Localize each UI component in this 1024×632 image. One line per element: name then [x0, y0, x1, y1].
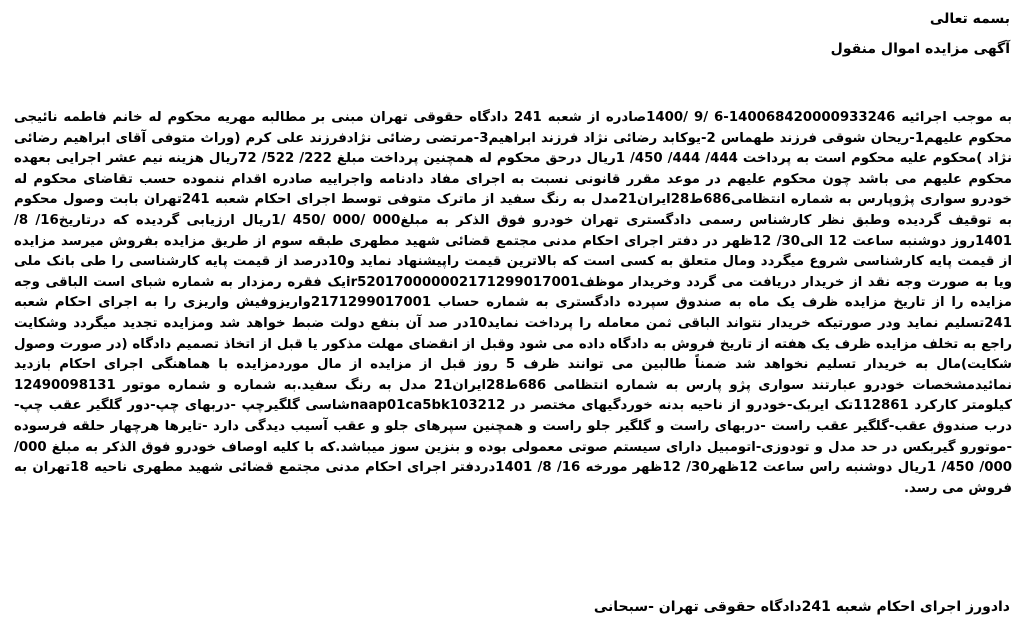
bismillah-heading: بسمه تعالی	[929, 11, 1010, 27]
notice-body: به موجب اجرائیه 140068420000933246-6 /9 /1400صادره از شعبه 241 دادگاه حقوقی تهران مبنی بر مطالبه مهریه محکوم له خانم فاطمه نائیجی محکوم علیهم1-ریحان شوقی فرزند طهماس 2-یوکابد رضائی نژاد فرزند ابراهیم3-مرتضی رضائی نژادفرزند علی کرم (وراث متوفی آقای ابراهیم رضائی نژاد )محکوم علیه محکوم است به پرداخت 444/ 444/ 450/ 1ریال درحق محکوم له همچنین پرداخت مبلغ 222/ 522/ 72ریال هزینه نیم عشر اجرایی بعهده محکوم علیهم می باشد چون محکوم علیهم در موعد مقرر قانونی نسبت به اجرای مفاد دادنامه واجراییه صادره اقدام ننموده حسب تقاضای محکوم له خودرو سواری پژوپارس به شماره انتظامی686ط28ایران21مدل به رنگ سفید از ماترک متوفی توسط اجرای احکام شعبه 241تهران بابت وصول محکوم به توقیف گردیده وطبق نظر کارشناس رسمی دادگستری تهران خودرو فوق الذکر به مبلغ000 /000 /450 /1ریال ارزیابی گردیده که درتاریخ16/ 8/ 1401روز دوشنبه ساعت 12 الی30/ 12ظهر در دفتر اجرای احکام مدنی مجتمع قضائی شهید مطهری طبقه سوم از طریق مزایده بفروش میرسد مزایده از قیمت پایه کارشناسی شروع میگردد ومال متعلق به کسی است که بالاترین قیمت راپیشنهاد نماید و10درصد از قیمت پایه کارشناسی را طی بانک ملی ویا به صورت وجه نقد از خریدار دریافت می گردد وخریدار موظفir520170000002171299017001یک فقره رمزدار به شماره شبای است الباقی وجه مزایده را از تاریخ مزایده ظرف یک ماه به صندوق سپرده دادگستری به شماره حساب 2171299017001واریزوفیش واریزی را به اجرای احکام شعبه 241تسلیم نماید ودر صورتیکه خریدار نتواند الباقی ثمن معامله را پرداخت نماید10در صد آن بنفع دولت ضبط خواهد شد ومزایده تجدید میگردد وشکایت راجع به تخلف مزایده ظرف یک هفته از تاریخ فروش به دادگاه داده می شود وقبل از انقضای مهلت مذکور یا قبل از اتخاذ تصمیم دادگاه (در صورت وصول شکایت)مال به خریدار تسلیم نخواهد شد ضمناً طالبین می توانند ظرف 5 روز قبل از مزایده از مال موردمزایده با هماهنگی اجرای احکام بازدید نمائیدمشخصات خودرو عبارتند سواری پژو پارس به شماره انتظامی 686ط28ایران21 مدل به رنگ سفید.به شماره و شماره موتور 12490098131 کیلومتر کارکرد 112861تک ایربک-خودرو از ناحیه بدنه خوردگیهای مختصر در naap01ca5bk103212شاسی گلگیرچپ -دربهای چپ-دور گلگیر عقب چپ-درب صندوق عقب-گلگیر عقب راست -دربهای راست و گلگیر جلو راست و همچنین سپرهای جلو و عقب آسیب دیدگی دارد -تایرها هرچهار حلقه فرسوده -موتورو گیربکس در حد مدل و تودوزی-اتومبیل دارای سیستم صوتی معمولی بوده و بنزین سوز میباشد.که با کلیه اوصاف خودرو فوق الذکر به مبلغ 000/ 000/ 450/ 1ریال دوشنبه راس ساعت 12ظهر30/ 12ظهر مورخه 16/ 8/ 1401دردفتر اجرای احکام مدنی مجتمع قضائی شهید مطهری ناحیه 18تهران به فروش می رسد.	[14, 110, 1013, 496]
signature-line: دادورز اجرای احکام شعبه 241دادگاه حقوقی تهران -سبحانی	[593, 599, 1010, 615]
notice-title: آگهی مزایده اموال منقول	[830, 41, 1010, 57]
